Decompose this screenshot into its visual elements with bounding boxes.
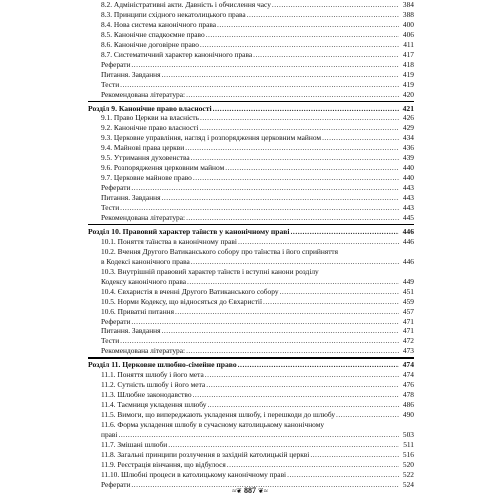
toc-entry [88, 213, 414, 223]
toc-entry-page: 490 [402, 410, 414, 420]
toc-leader-dots [175, 307, 399, 317]
toc-entry [88, 0, 414, 10]
toc-entry [88, 114, 414, 124]
toc-leader-dots [168, 440, 399, 450]
toc-entry-title: Реферати [101, 183, 131, 193]
toc-leader-dots [162, 193, 399, 203]
toc-entry-title: 8.6. Канонічне договірне право [101, 39, 199, 49]
toc-leader-dots [291, 226, 399, 237]
toc-entry [88, 430, 414, 440]
ornament-right: ❦≈ [258, 487, 268, 495]
toc-entry-page: 426 [402, 113, 414, 123]
toc-entry-title: 11.2. Сутність шлюбу і його мета [101, 380, 206, 390]
toc-entry-title: 9.4. Майнові права церкви [101, 143, 185, 153]
toc-section-heading [88, 103, 414, 114]
toc-leader-dots [162, 70, 399, 80]
toc-entry-page: 471 [402, 316, 414, 326]
toc-leader-dots [322, 133, 399, 143]
toc-leader-dots [225, 163, 399, 173]
toc-entry [88, 317, 414, 327]
toc-entry [88, 133, 414, 143]
toc-entry-page: 434 [402, 133, 414, 143]
toc-entry-title: 11.6. Форма укладення шлюбу в сучасному католицькому канонічному [101, 420, 325, 430]
toc-leader-dots [200, 113, 399, 123]
page-footer [0, 486, 500, 495]
toc-entry-page: 520 [402, 459, 414, 469]
toc-entry-page: 457 [402, 306, 414, 316]
toc-leader-dots [205, 370, 399, 380]
toc-entry-title: Рекомендована література: [101, 346, 186, 356]
toc-entry-title: 10.2. Вчення Другого Ватиканського собору про таїнства і його сприйняття [101, 246, 338, 256]
toc-entry [88, 40, 414, 50]
toc-leader-dots [186, 346, 399, 356]
toc-leader-dots [253, 50, 399, 60]
toc-entry-page: 471 [402, 326, 414, 336]
toc-entry-title: 11.5. Вимоги, що випереджають укладення шлюбу, і перешкоди до шлюбу [101, 410, 336, 420]
toc-entry [88, 420, 414, 430]
toc-entry-title: 11.7. Змішані шлюби [101, 439, 168, 449]
toc-entry-title: 10.1. Поняття таїнства в канонічному праві [101, 236, 237, 246]
toc-entry [88, 460, 414, 470]
toc-entry [88, 163, 414, 173]
toc-entry-title: Питання. Завдання [101, 69, 161, 79]
toc-entry-page: 443 [402, 193, 414, 203]
toc-entry-title: Розділ 9. Канонічне право власності [88, 103, 212, 113]
toc-entry [88, 470, 414, 480]
toc-leader-dots [193, 173, 399, 183]
toc-entry-page: 429 [402, 123, 414, 133]
toc-entry-page: 474 [402, 360, 414, 370]
toc-entry [88, 400, 414, 410]
toc-entry-page: 474 [402, 370, 414, 380]
toc-entry-title: 9.1. Право Церкви на власність [101, 113, 200, 123]
toc-entry-page: 445 [402, 212, 414, 222]
toc-leader-dots [287, 470, 399, 480]
toc-entry-page: 440 [402, 173, 414, 183]
toc-leader-dots [131, 60, 399, 70]
toc-entry-title: 9.2. Канонічне право власності [101, 123, 199, 133]
toc-entry-title: 8.4. Нова система канонічного права [101, 19, 217, 29]
toc-entry [88, 203, 414, 213]
toc-entry-title: Рекомендована література: [101, 89, 186, 99]
toc-leader-dots [206, 380, 399, 390]
toc-entry-page: 400 [402, 19, 414, 29]
toc-leader-dots [247, 10, 399, 20]
toc-entry-title: Реферати [101, 316, 131, 326]
toc-entry-page: 446 [402, 256, 414, 266]
toc-entry-page: 388 [402, 9, 414, 19]
toc-entry-title: 11.10. Шлюбні процеси в католицькому канонічному праві [101, 469, 287, 479]
toc-entry-page: 419 [402, 69, 414, 79]
toc-leader-dots [336, 410, 399, 420]
toc-entry-page: 436 [402, 143, 414, 153]
toc-entry [88, 60, 414, 70]
toc-entry-title: 8.7. Систематичний характер канонічного права [101, 49, 253, 59]
toc-leader-dots [187, 277, 399, 287]
toc-entry-page: 446 [402, 226, 414, 236]
toc-entry-title: Тести [101, 336, 120, 346]
toc-entry-title: 11.9. Реєстрація вінчання, що відбулося [101, 459, 226, 469]
toc-entry-title: 10.5. Норми Кодексу, що відносяться до Євхаристії [101, 296, 263, 306]
toc-entry-page: 522 [402, 469, 414, 479]
toc-leader-dots [162, 326, 399, 336]
toc-entry [88, 277, 414, 287]
toc-entry [88, 327, 414, 337]
toc-entry [88, 307, 414, 317]
toc-entry-title: 10.4. Євхаристія в вченні Другого Ватиканського собору [101, 286, 279, 296]
toc-entry [88, 410, 414, 420]
toc-entry [88, 70, 414, 80]
toc-entry-page: 449 [402, 276, 414, 286]
toc-entry [88, 173, 414, 183]
toc-entry-title: Розділ 11. Церковне шлюбно-сімейне право [88, 360, 237, 370]
toc-leader-dots [118, 430, 399, 440]
toc-leader-dots [191, 153, 399, 163]
toc-leader-dots [120, 336, 399, 346]
toc-leader-dots [207, 400, 399, 410]
toc-entry-title: 10.6. Приватні питання [101, 306, 175, 316]
toc-entry [88, 90, 414, 100]
toc-entry [88, 247, 414, 257]
toc-leader-dots [131, 317, 399, 327]
toc-entry-page: 446 [402, 236, 414, 246]
toc-entry-title: Тести [101, 203, 120, 213]
toc-entry-page: 511 [403, 439, 414, 449]
toc-entry-title: 8.5. Канонічне спадкоємне право [101, 29, 205, 39]
toc-entry [88, 50, 414, 60]
toc-entry-page: 406 [402, 29, 414, 39]
toc-entry-page: 439 [402, 153, 414, 163]
toc-entry-page: 486 [402, 400, 414, 410]
section-divider [88, 101, 414, 103]
toc-leader-dots [186, 213, 399, 223]
toc-entry-page: 419 [402, 79, 414, 89]
toc-entry-page: 476 [402, 380, 414, 390]
toc-entry-page: 418 [402, 59, 414, 69]
toc-entry-page: 459 [402, 296, 414, 306]
toc-entry-page: 451 [402, 286, 414, 296]
toc-section-heading [88, 359, 414, 370]
toc-entry-title: 9.5. Утримання духовенства [101, 153, 190, 163]
toc-entry [88, 153, 414, 163]
toc-entry-title: Рекомендована література: [101, 212, 186, 222]
toc-entry [88, 143, 414, 153]
toc-entry [88, 80, 414, 90]
toc-entry-page: 417 [402, 49, 414, 59]
toc-entry-title: Тести [101, 79, 120, 89]
toc-leader-dots [238, 237, 399, 247]
toc-entry-page: 503 [402, 430, 414, 440]
section-divider [88, 357, 414, 359]
toc-entry-title: 9.3. Церковне управління, нагляд і розпорядження церковним майном [101, 133, 322, 143]
toc-entry-title: праві [101, 430, 118, 440]
toc-entry-page: 411 [403, 39, 414, 49]
toc-entry-page: 443 [402, 203, 414, 213]
toc-entry-title: 10.3. Внутрішній правовий характер таїнств і вступні канони розділу [101, 266, 319, 276]
toc-entry [88, 370, 414, 380]
toc-leader-dots [280, 287, 399, 297]
toc-entry-page: 473 [402, 346, 414, 356]
toc-entry-title: 11.4. Таємниця укладення шлюбу [101, 400, 207, 410]
toc-entry [88, 440, 414, 450]
toc-entry [88, 193, 414, 203]
toc-leader-dots [120, 80, 399, 90]
toc-entry-title: 8.3. Принципи східного некатолицького права [101, 9, 246, 19]
toc-leader-dots [186, 90, 399, 100]
toc-leader-dots [200, 40, 399, 50]
toc-entry-title: Розділ 10. Правовий характер таїнств у канонічному праві [88, 226, 290, 236]
toc-leader-dots [206, 30, 399, 40]
toc-entry [88, 287, 414, 297]
toc-entry [88, 346, 414, 356]
toc-leader-dots [120, 203, 399, 213]
toc-entry [88, 380, 414, 390]
toc-entry [88, 123, 414, 133]
toc-leader-dots [193, 390, 399, 400]
toc-entry-page: 516 [402, 449, 414, 459]
toc-entry-title: Кодексу канонічного права [101, 276, 186, 286]
toc-entry-title: Питання. Завдання [101, 193, 161, 203]
toc-leader-dots [191, 257, 399, 267]
toc-entry [88, 336, 414, 346]
toc-entry-title: 11.8. Загальні принципи розлучення в західній католицькій церкві [101, 449, 310, 459]
toc-leader-dots [213, 103, 399, 114]
toc-entry-page: 420 [402, 89, 414, 99]
toc-entry [88, 450, 414, 460]
toc-entry-page: 478 [402, 390, 414, 400]
toc-entry-title: в Кодексі канонічного права [101, 256, 190, 266]
toc-entry [88, 257, 414, 267]
ornament-left: ≈❦ [232, 487, 242, 495]
page-number: 887 [244, 486, 256, 495]
toc-entry [88, 30, 414, 40]
section-divider [88, 224, 414, 226]
toc-entry-title: 11.1. Поняття шлюбу і його мета [101, 370, 204, 380]
toc-entry-title: 9.6. Розпорядження церковним майном [101, 163, 225, 173]
toc-entry-page: 472 [402, 336, 414, 346]
toc-entry-title: 11.3. Шлюбне законодавство [101, 390, 192, 400]
toc-entry [88, 267, 414, 277]
toc-entry [88, 20, 414, 30]
toc-entry-page: 421 [402, 103, 414, 113]
toc-entry [88, 237, 414, 247]
toc-entry-title: Реферати [101, 479, 131, 489]
toc-leader-dots [131, 183, 399, 193]
toc-entry [88, 297, 414, 307]
toc-entry-title: 8.2. Адміністративні акти. Давність і обчислення часу [101, 0, 271, 9]
toc-entry-page: 524 [402, 479, 414, 489]
toc-entry [88, 390, 414, 400]
toc-entry-title: 9.7. Церковне майнове право [101, 173, 192, 183]
toc-entry [88, 10, 414, 20]
toc-leader-dots [272, 0, 399, 10]
toc-leader-dots [199, 123, 399, 133]
toc-leader-dots [263, 297, 399, 307]
toc-leader-dots [227, 460, 399, 470]
toc-entry [88, 183, 414, 193]
toc-leader-dots [310, 450, 399, 460]
toc-entry-title: Реферати [101, 59, 131, 69]
toc-leader-dots [185, 143, 399, 153]
toc-section-heading [88, 226, 414, 237]
toc-leader-dots [238, 359, 399, 370]
toc-entry-page: 440 [402, 163, 414, 173]
toc-entry-page: 384 [402, 0, 414, 9]
toc-entry-title: Питання. Завдання [101, 326, 161, 336]
toc-entry-page: 443 [402, 183, 414, 193]
toc-leader-dots [217, 20, 399, 30]
